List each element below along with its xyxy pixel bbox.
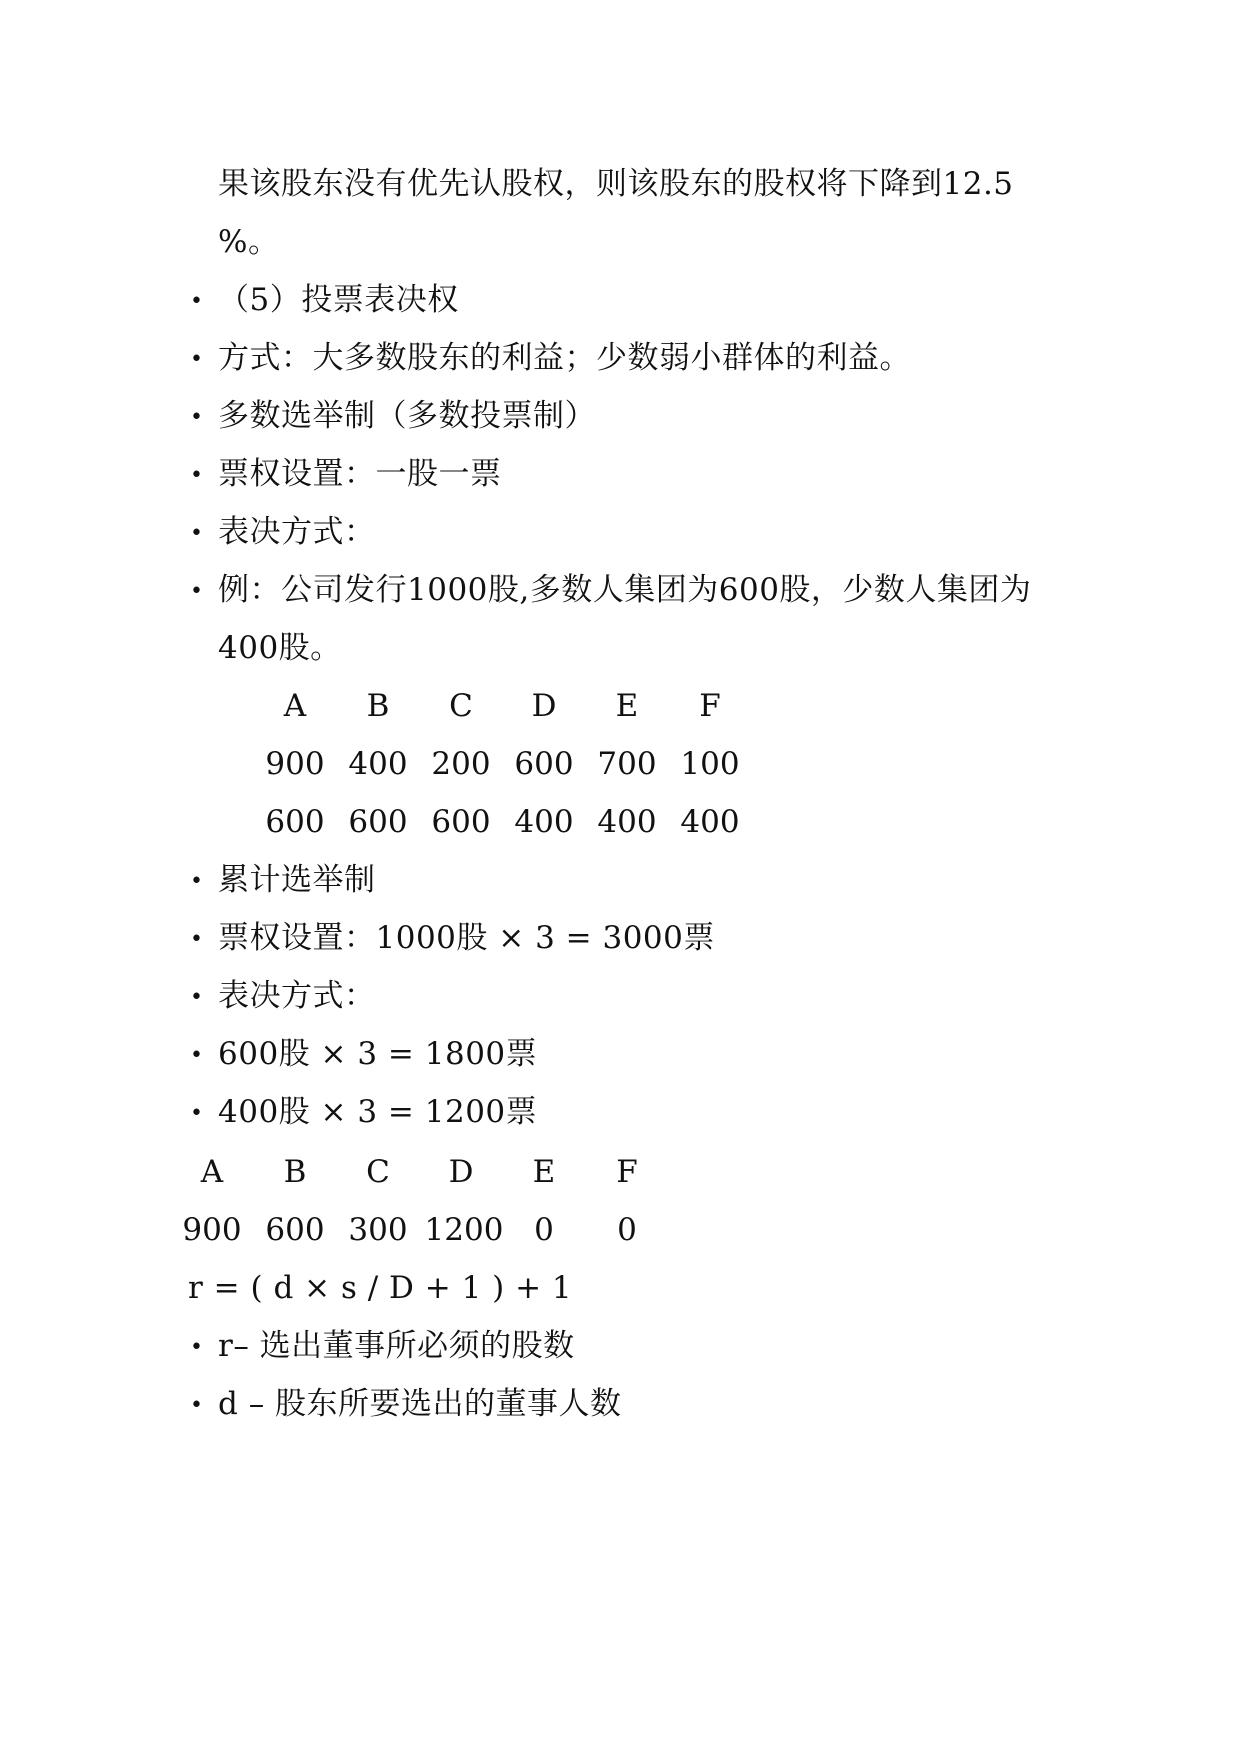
table1-cell: 600 [348,804,408,840]
table1-header-cell: E [615,688,639,724]
bullet: • [190,579,203,604]
text-line: 票权设置：一股一票 [218,456,502,492]
table2-cell: 1200 [424,1212,504,1248]
text-line: %。 [218,224,280,260]
text-line: 多数选举制（多数投票制） [218,398,596,434]
table2-header-cell: D [448,1154,474,1190]
table2-header-cell: F [616,1154,638,1190]
bullet: • [190,463,203,488]
text-line: （5）投票表决权 [218,282,459,318]
table1-header-cell: A [283,688,307,724]
table1-cell: 400 [680,804,740,840]
table2-header-cell: A [200,1154,224,1190]
text-line: 400股 × 3 = 1200票 [218,1094,538,1130]
bullet: • [190,347,203,372]
table1-cell: 400 [514,804,574,840]
bullet: • [190,1043,203,1068]
table1-cell: 100 [680,746,740,782]
table2-header-cell: E [532,1154,556,1190]
text-line: d – 股东所要选出的董事人数 [218,1386,622,1422]
bullet: • [190,927,203,952]
text-line: r– 选出董事所必须的股数 [218,1328,575,1364]
table1-cell: 900 [265,746,325,782]
bullet: • [190,1393,203,1418]
table2-header-cell: C [366,1154,390,1190]
table1-cell: 600 [265,804,325,840]
table2-cell: 0 [534,1212,554,1248]
text-line: 600股 × 3 = 1800票 [218,1036,538,1072]
bullet: • [190,985,203,1010]
text-line: 400股。 [218,630,342,666]
table2-cell: 300 [348,1212,408,1248]
table2-cell: 900 [182,1212,242,1248]
text-line: 例：公司发行1000股,多数人集团为600股，少数人集团为 [218,572,1032,608]
table1-cell: 400 [597,804,657,840]
text-line: 票权设置：1000股 × 3 = 3000票 [218,920,715,956]
bullet: • [190,405,203,430]
bullet: • [190,1101,203,1126]
text-line: 累计选举制 [218,862,376,898]
formula: r = ( d × s / D + 1 ) + 1 [188,1270,573,1306]
table1-cell: 600 [514,746,574,782]
text-line: 表决方式： [218,514,376,550]
table1-cell: 200 [431,746,491,782]
bullet: • [190,521,203,546]
table1-cell: 700 [597,746,657,782]
table2-cell: 600 [265,1212,325,1248]
text-line: 表决方式： [218,978,376,1014]
table1-cell: 400 [348,746,408,782]
table2-cell: 0 [617,1212,637,1248]
table1-header-cell: F [699,688,721,724]
table1-cell: 600 [431,804,491,840]
table2-header-cell: B [283,1154,307,1190]
bullet: • [190,1335,203,1360]
table1-header-cell: D [531,688,557,724]
bullet: • [190,869,203,894]
table1-header-cell: C [449,688,473,724]
text-line: 方式：大多数股东的利益；少数弱小群体的利益。 [218,340,911,376]
table1-header-cell: B [366,688,390,724]
bullet: • [190,289,203,314]
text-line: 果该股东没有优先认股权，则该股东的股权将下降到12.5 [218,166,1014,202]
